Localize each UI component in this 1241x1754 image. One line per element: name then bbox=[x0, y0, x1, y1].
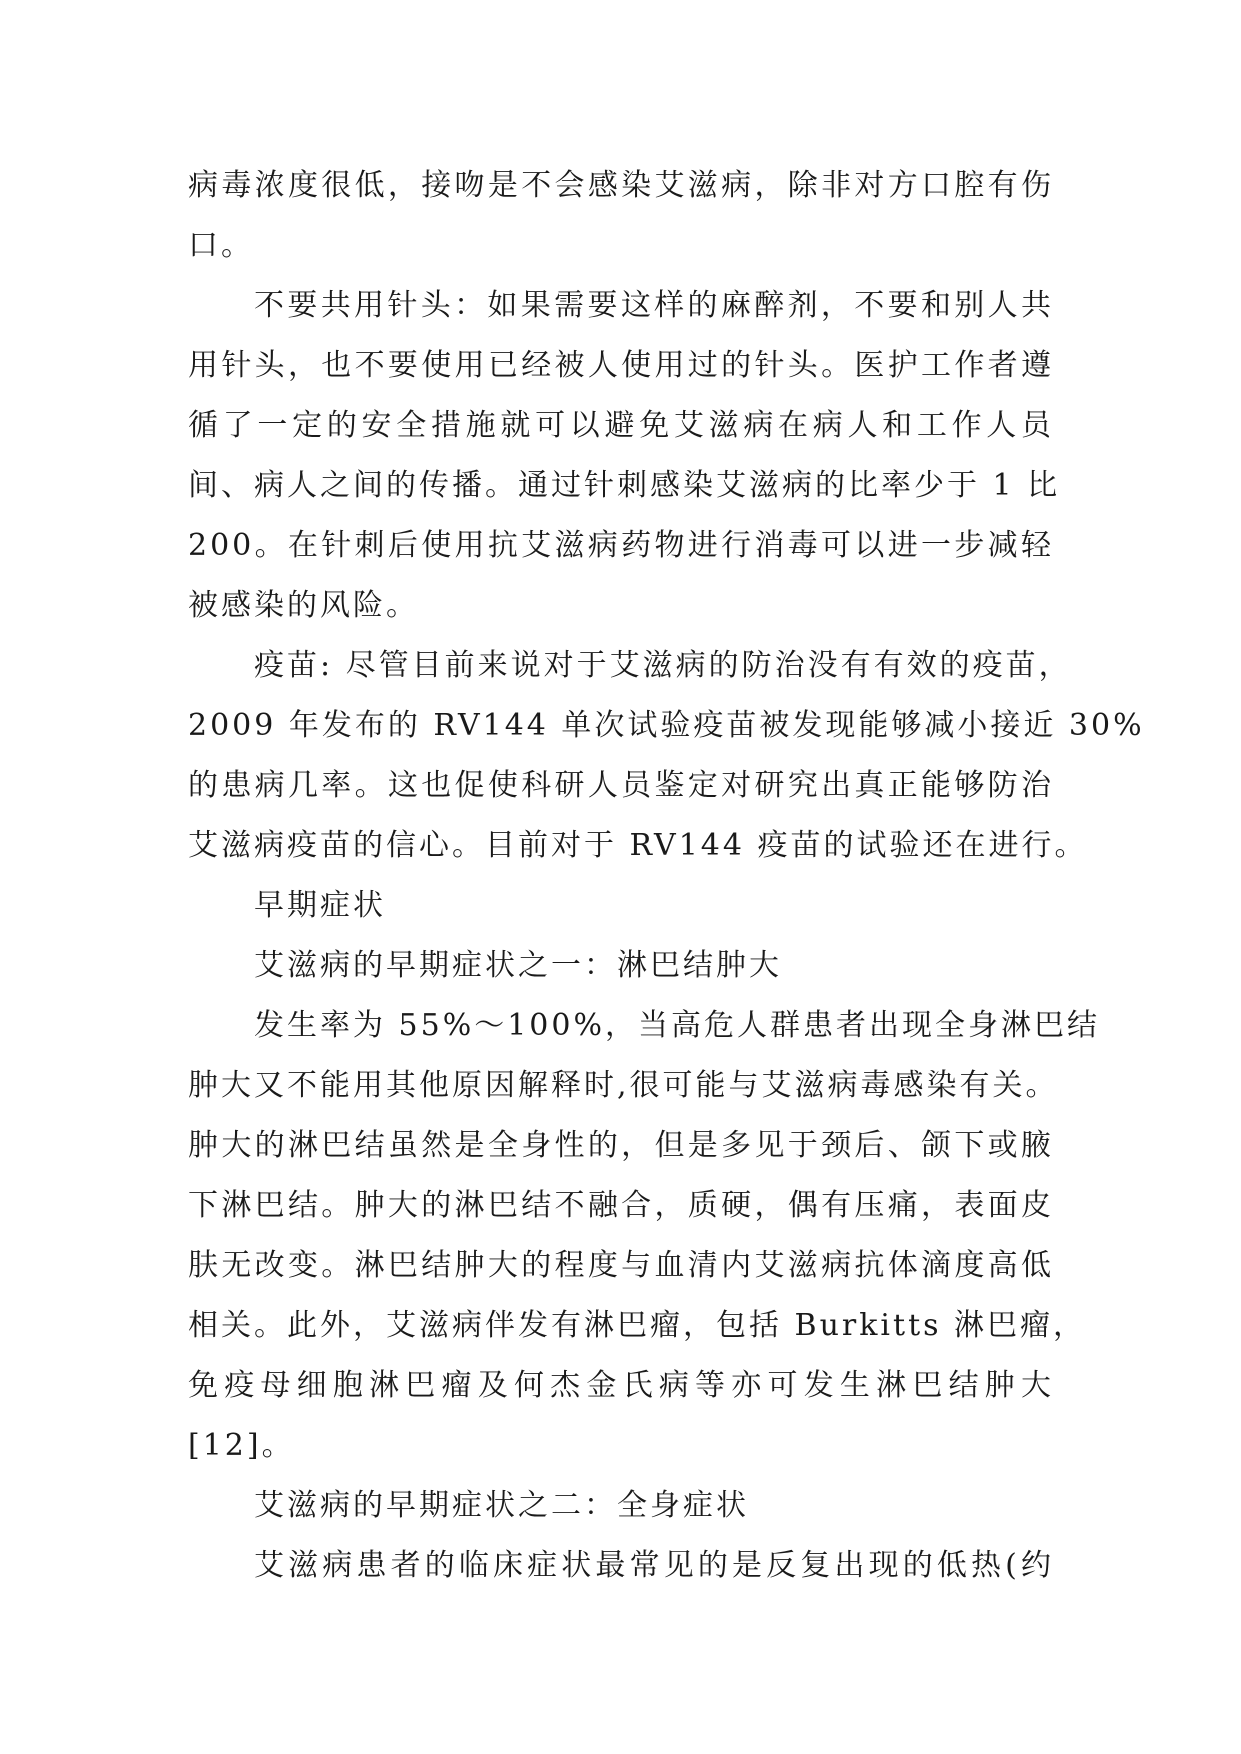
text-line: 用针头，也不要使用已经被人使用过的针头。医护工作者遵 bbox=[188, 348, 1054, 383]
text-line: 相关。此外，艾滋病伴发有淋巴瘤，包括 Burkitts 淋巴瘤， bbox=[188, 1308, 1087, 1343]
text-line: 早期症状 bbox=[254, 888, 386, 923]
text-line: [12]。 bbox=[188, 1428, 295, 1463]
body-text bbox=[188, 156, 1145, 1596]
text-line: 200。在针刺后使用抗艾滋病药物进行消毒可以进一步减轻 bbox=[188, 528, 1054, 563]
text-line: 口。 bbox=[188, 228, 254, 263]
text-line: 免疫母细胞淋巴瘤及何杰金氏病等亦可发生淋巴结肿大 bbox=[188, 1368, 1054, 1403]
text-line: 肿大的淋巴结虽然是全身性的，但是多见于颈后、颌下或腋 bbox=[188, 1128, 1054, 1163]
text-line: 间、病人之间的传播。通过针刺感染艾滋病的比率少于 1 比 bbox=[188, 468, 1061, 503]
text-line: 发生率为 55%～100%，当高危人群患者出现全身淋巴结 bbox=[254, 1008, 1100, 1043]
text-line: 艾滋病患者的临床症状最常见的是反复出现的低热(约 bbox=[254, 1548, 1054, 1583]
text-line: 的患病几率。这也促使科研人员鉴定对研究出真正能够防治 bbox=[188, 768, 1054, 803]
text-line: 艾滋病疫苗的信心。目前对于 RV144 疫苗的试验还在进行。 bbox=[188, 828, 1088, 863]
text-line: 病毒浓度很低，接吻是不会感染艾滋病，除非对方口腔有伤 bbox=[188, 168, 1054, 203]
text-line: 循了一定的安全措施就可以避免艾滋病在病人和工作人员 bbox=[188, 408, 1054, 443]
text-line: 艾滋病的早期症状之二：全身症状 bbox=[254, 1488, 749, 1523]
text-line: 被感染的风险。 bbox=[188, 588, 419, 623]
text-line: 肿大又不能用其他原因解释时,很可能与艾滋病毒感染有关。 bbox=[188, 1068, 1059, 1103]
text-line: 艾滋病的早期症状之一：淋巴结肿大 bbox=[254, 948, 782, 983]
text-line: 2009 年发布的 RV144 单次试验疫苗被发现能够减小接近 30% bbox=[188, 708, 1145, 743]
text-line: 下淋巴结。肿大的淋巴结不融合，质硬，偶有压痛，表面皮 bbox=[188, 1188, 1054, 1223]
text-line: 不要共用针头：如果需要这样的麻醉剂，不要和别人共 bbox=[254, 288, 1054, 323]
text-line: 肤无改变。淋巴结肿大的程度与血清内艾滋病抗体滴度高低 bbox=[188, 1248, 1054, 1283]
text-line: 疫苗: 尽管目前来说对于艾滋病的防治没有有效的疫苗， bbox=[254, 648, 1072, 683]
